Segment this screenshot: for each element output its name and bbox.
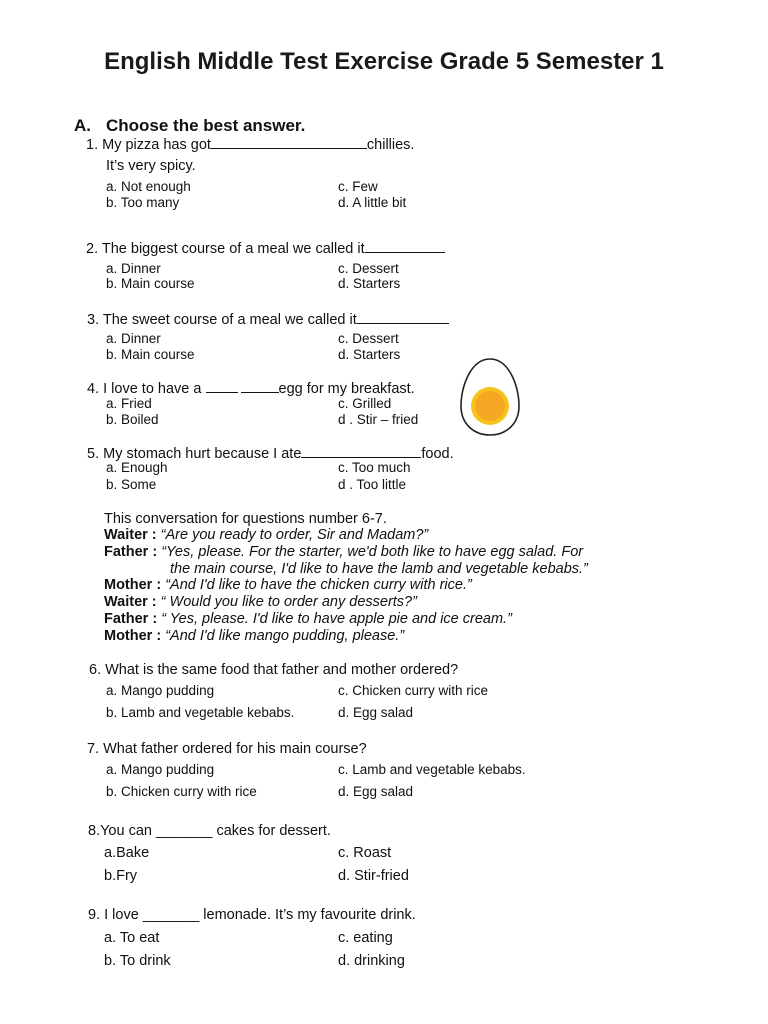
q5-option-a[interactable]: a. Enough [106,460,168,475]
question-1-text: 1. My pizza has got [86,137,211,153]
section-heading: Choose the best answer. [106,116,306,135]
egg-yolk-inner [475,391,505,421]
q3-option-d[interactable]: d. Starters [338,347,401,362]
q1-option-b[interactable]: b. Too many [106,195,180,210]
conversation-line: Father : “Yes, please. For the starter, we'd both like to have egg salad. For [104,544,584,560]
q8-option-a[interactable]: a.Bake [104,845,150,861]
q6-option-d[interactable]: d. Egg salad [338,705,414,720]
conversation-line: Waiter : “ Would you like to order any desserts?” [104,594,417,610]
q1-option-c[interactable]: c. Few [338,179,378,194]
q6-option-b[interactable]: b. Lamb and vegetable kebabs. [106,705,295,720]
q4-option-d[interactable]: d . Stir – fried [338,412,419,427]
question-4-tail: egg for my breakfast. [278,381,415,397]
question-4-text: 4. I love to have a [87,381,206,397]
question-1 [86,135,414,153]
q6-option-a[interactable]: a. Mango pudding [106,683,215,698]
page-title: English Middle Test Exercise Grade 5 Semester 1 [104,48,664,75]
q7-option-d[interactable]: d. Egg salad [338,784,414,799]
q8-option-c[interactable]: c. Roast [338,845,392,861]
conversation-line: the main course, I'd like to have the lamb and vegetable kebabs.” [170,561,588,577]
q4-option-c[interactable]: c. Grilled [338,396,392,411]
q8-option-b[interactable]: b.Fry [104,868,138,884]
q7-option-b[interactable]: b. Chicken curry with rice [106,784,257,799]
q9-option-d[interactable]: d. drinking [338,953,405,969]
q3-option-a[interactable]: a. Dinner [106,331,161,346]
question-6: 6. What is the same food that father and mother ordered? [89,662,459,678]
q2-option-d[interactable]: d. Starters [338,276,401,291]
question-2-text: 2. The biggest course of a meal we called it [86,241,365,257]
q9-option-c[interactable]: c. eating [338,930,393,946]
q9-option-b[interactable]: b. To drink [104,953,171,969]
q2-option-b[interactable]: b. Main course [106,276,195,291]
question-7: 7. What father ordered for his main course? [87,741,367,757]
q6-option-c[interactable]: c. Chicken curry with rice [338,683,489,698]
q5-option-b[interactable]: b. Some [106,477,157,492]
question-1-line2: It’s very spicy. [106,158,196,174]
question-5-text: 5. My stomach hurt because I ate [87,446,302,462]
conversation-line: Mother : “And I'd like mango pudding, please.” [104,628,405,644]
q8-option-d[interactable]: d. Stir-fried [338,868,409,884]
conversation-line: Mother : “And I'd like to have the chicken curry with rice.” [104,577,472,593]
q1-option-d[interactable]: d. A little bit [338,195,407,210]
q1-option-a[interactable]: a. Not enough [106,179,191,194]
q2-option-a[interactable]: a. Dinner [106,261,161,276]
question-3-text: 3. The sweet course of a meal we called it [87,312,357,328]
q4-option-a[interactable]: a. Fried [106,396,152,411]
q4-option-b[interactable]: b. Boiled [106,412,159,427]
question-5-tail: food. [421,446,454,462]
conversation-line: Waiter : “Are you ready to order, Sir and Madam?” [104,527,429,543]
boiled-egg-icon [456,356,524,438]
question-1-tail: chillies. [366,137,415,153]
q2-option-c[interactable]: c. Dessert [338,261,399,276]
question-9: 9. I love _______ lemonade. It’s my favourite drink. [88,907,416,923]
q7-option-a[interactable]: a. Mango pudding [106,762,215,777]
q5-option-d[interactable]: d . Too little [338,477,407,492]
question-4 [87,379,415,397]
question-3 [87,310,449,328]
question-8: 8.You can _______ cakes for dessert. [88,823,331,839]
q3-option-c[interactable]: c. Dessert [338,331,399,346]
q9-option-a[interactable]: a. To eat [104,930,160,946]
conversation-intro: This conversation for questions number 6-7. [104,511,387,527]
conversation-line: Father : “ Yes, please. I'd like to have apple pie and ice cream.” [104,611,512,627]
q5-option-c[interactable]: c. Too much [338,460,411,475]
q3-option-b[interactable]: b. Main course [106,347,195,362]
q7-option-c[interactable]: c. Lamb and vegetable kebabs. [338,762,526,777]
section-letter: A. [74,116,91,135]
question-2 [86,239,445,257]
